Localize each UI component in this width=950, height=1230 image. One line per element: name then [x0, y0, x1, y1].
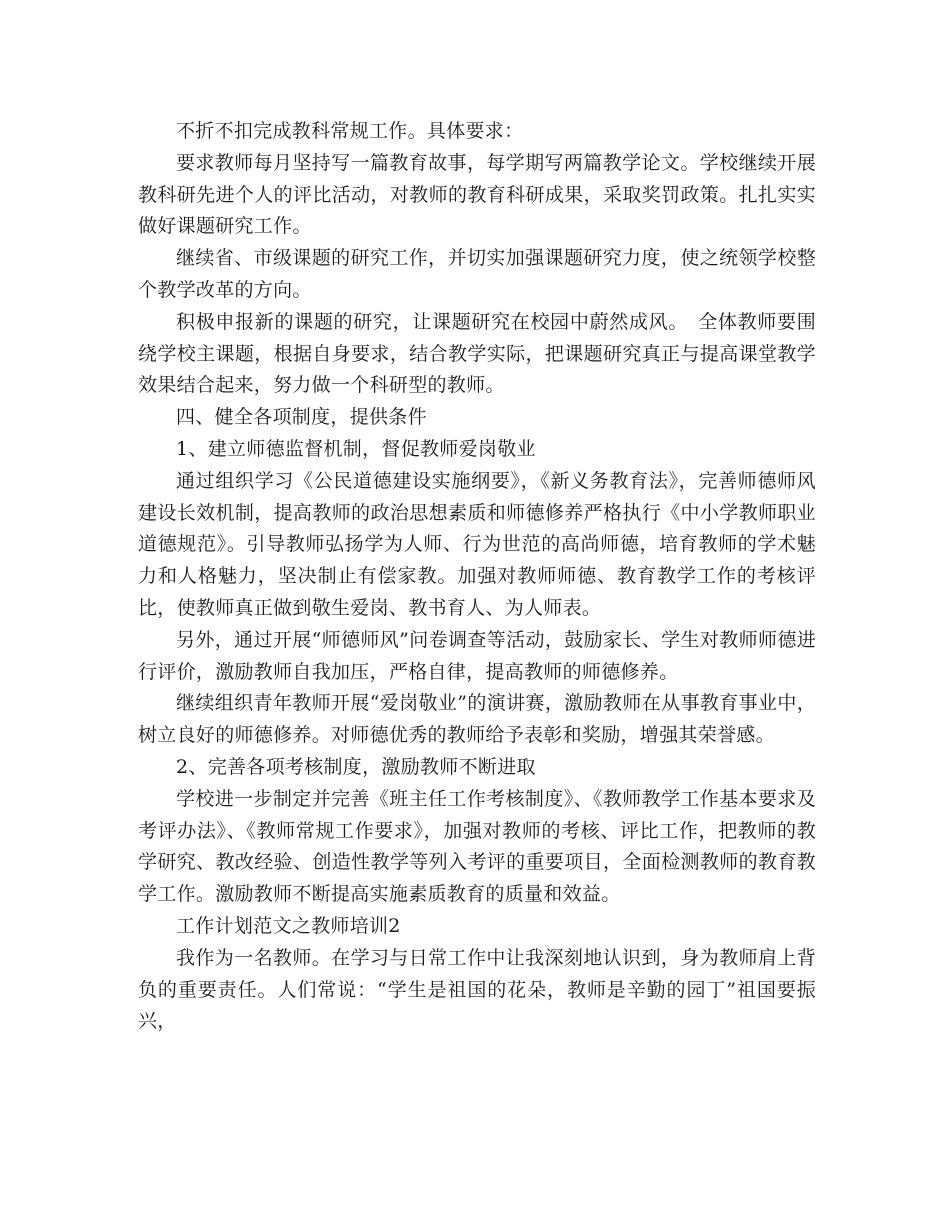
paragraph: 积极申报新的课题的研究，让课题研究在校园中蔚然成风。 全体教师要围绕学校主课题，根据自身要求，结合教学实际，把课题研究真正与提高课堂教学效果结合起来，努力做一个科研型的教师。: [138, 310, 816, 397]
paragraph: 通过组织学习《公民道德建设实施纲要》，《新义务教育法》，完善师德师风建设长效机制，提高教师的政治思想素质和师德修养严格执行《中小学教师职业道德规范》。引导教师弘扬学为人师、行为世范的高尚师德，培育教师的学术魅力和人格魅力，坚决制止有偿家教。加强对教师师德、教育教学工作的考核评比，使教师真正做到敬生爱岗、教书育人、为人师表。: [138, 469, 816, 619]
paragraph: 学校进一步制定并完善《班主任工作考核制度》、《教师教学工作基本要求及考评办法》、《教师常规工作要求》，加强对教师的考核、评比工作，把教师的教学研究、教改经验、创造性教学等列入考评的重要项目，全面检测教师的教育教学工作。激励教师不断提高实施素质教育的质量和效益。: [138, 787, 816, 906]
paragraph: 继续省、市级课题的研究工作，并切实加强课题研究力度，使之统领学校整个教学改革的方向。: [138, 247, 816, 301]
paragraph: 我作为一名教师。在学习与日常工作中让我深刻地认识到，身为教师肩上背负的重要责任。人们常说：“学生是祖国的花朵，教师是辛勤的园丁”祖国要振兴，: [138, 946, 816, 1033]
document-body: [138, 116, 816, 1038]
section-heading: 四、健全各项制度，提供条件: [176, 406, 427, 429]
paragraph: 另外，通过开展“师德师风”问卷调查等活动，鼓励家长、学生对教师师德进行评价，激励教师自我加压，严格自律，提高教师的师德修养。: [138, 628, 816, 683]
paragraph: 继续组织青年教师开展“爱岗敬业”的演讲赛，激励教师在从事教育事业中，树立良好的师德修养。对师德优秀的教师给予表彰和奖励，增强其荣誉感。: [138, 692, 816, 747]
subsection-heading: 1、建立师德监督机制，督促教师爱岗敬业: [176, 437, 536, 460]
paragraph: 不折不扣完成教科常规工作。具体要求：: [176, 120, 524, 142]
section-title: 工作计划范文之教师培训2: [176, 914, 401, 937]
subsection-heading: 2、完善各项考核制度，激励教师不断进取: [176, 755, 536, 778]
paragraph: 要求教师每月坚持写一篇教育故事，每学期写两篇教学论文。学校继续开展教科研先进个人的评比活动，对教师的教育科研成果，采取奖罚政策。扎扎实实做好课题研究工作。: [138, 151, 816, 238]
